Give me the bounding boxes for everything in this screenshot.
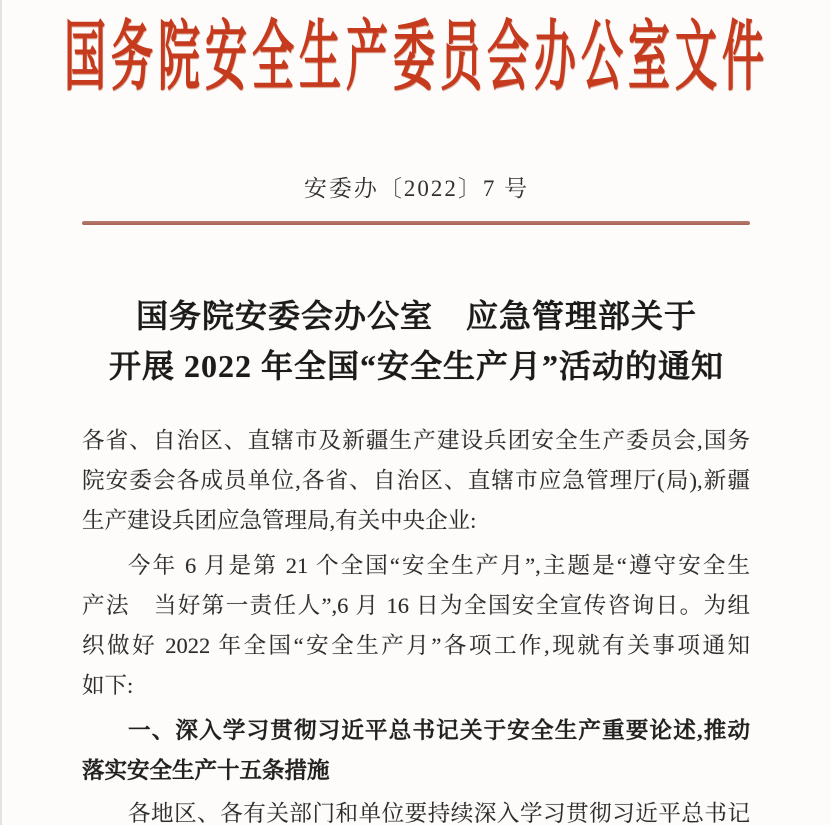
body-line: 织做好 2022 年全国“安全生产月”各项工作,现就有关事项通知 [82, 633, 750, 658]
notice-title-line-1: 国务院安委会办公室 应急管理部关于 [135, 298, 697, 334]
body-line: 院安委会各成员单位,各省、自治区、直辖市应急管理厅(局),新疆 [82, 468, 750, 493]
notice-title [2, 291, 831, 391]
body-line: 各省、自治区、直辖市及新疆生产建设兵团安全生产委员会,国务 [82, 428, 750, 453]
body-line: 产法 当好第一责任人”,6 月 16 日为全国安全宣传咨询日。为组 [82, 593, 750, 618]
document-body [82, 421, 750, 825]
body-line: 一、深入学习贯彻习近平总书记关于安全生产重要论述,推动 [128, 718, 750, 743]
body-line: 生产建设兵团应急管理局,有关中央企业: [82, 508, 477, 533]
body-line: 落实安全生产十五条措施 [82, 758, 330, 783]
body-line: 各地区、各有关部门和单位要持续深入学习贯彻习近平总书记 [128, 801, 750, 825]
issuing-agency-title: 国务院安全生产委员会办公室文件 [63, 17, 769, 102]
body-line: 如下: [82, 673, 134, 698]
red-divider-line [82, 221, 750, 225]
notice-title-line-2: 开展 2022 年全国“安全生产月”活动的通知 [108, 348, 724, 384]
section-1-heading [82, 711, 750, 791]
body-line: 今年 6 月是第 21 个全国“安全生产月”,主题是“遵守安全生 [128, 553, 750, 578]
document-header-banner [2, 8, 831, 102]
intro-paragraph [82, 546, 750, 706]
recipients-paragraph [82, 421, 750, 541]
section-1-paragraph [82, 794, 750, 825]
document-number: 安委办〔2022〕7 号 [303, 176, 530, 201]
